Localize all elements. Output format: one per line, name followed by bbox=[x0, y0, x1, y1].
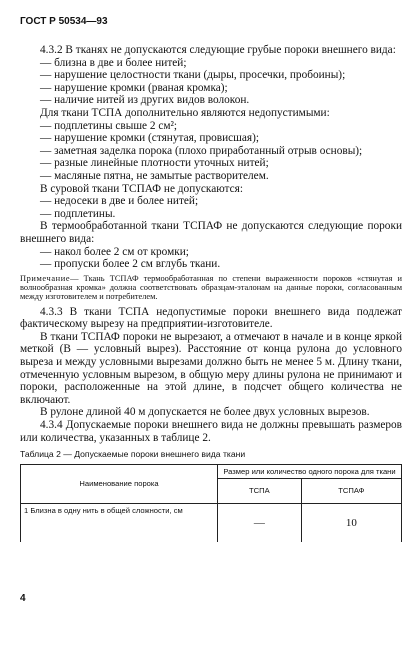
table-cell bbox=[218, 503, 302, 542]
tspaf-value-cell: 10 bbox=[345, 516, 357, 529]
table-body bbox=[21, 503, 402, 542]
text-line: — разные линейные плотности уточных нитей; bbox=[40, 157, 269, 170]
text-line: — наличие нитей из других видов волокон. bbox=[40, 94, 250, 107]
text-line: В ткани ТСПАФ пороки не вырезают, а отмечают в начале и в конце яркой меткой (В — условный вырез). Расстояние от конца рулона до условного выреза и между условными вырезами должно быть не менее 5 м. Длину ткани, отмеченную условным вырезом, в общую меру длины рулона не принимают и пороки, расположенные на этой длине, в подсчет общего количества не включают. bbox=[20, 330, 402, 406]
defects-table bbox=[20, 464, 402, 542]
column-header-tspaf: ТСПАФ bbox=[301, 478, 401, 503]
text-line: 4.3.2 В тканях не допускаются следующие грубые пороки внешнего вида: bbox=[40, 44, 396, 56]
table-cell bbox=[301, 503, 401, 542]
table-cell bbox=[21, 503, 218, 542]
text-line: — нарушение кромки (стянутая, провисшая); bbox=[40, 132, 259, 145]
text-line: — накол более 2 см от кромки; bbox=[40, 245, 189, 258]
note-text: — Ткань ТСПАФ термообработанная по степени выраженности пороков «стянутая и волнообразная кромка» должна соответствовать образцам-эталонам на данные пороки, согласованным между изготовителем и потребителем. bbox=[20, 273, 402, 302]
column-header-group: Размер или количество одного порока для ткани bbox=[218, 464, 402, 478]
table-caption: Таблица 2 — Допускаемые пороки внешнего вида ткани bbox=[20, 449, 246, 460]
text-line: 4.3.4 Допускаемые пороки внешнего вида не должны превышать размеров или количества, указанных в таблице 2. bbox=[20, 418, 402, 444]
text-line: — нарушение целостности ткани (дыры, просечки, пробоины); bbox=[40, 69, 346, 82]
table-row bbox=[21, 503, 402, 542]
text-line: — близна в две и более нитей; bbox=[40, 56, 187, 69]
text-line: В рулоне длиной 40 м допускается не более двух условных вырезов. bbox=[40, 406, 370, 419]
text-line: 4.3.3 В ткани ТСПА недопустимые пороки внешнего вида подлежат фактическому вырезу на предприятии-изготовителе. bbox=[20, 305, 402, 331]
note-label: Примечание bbox=[20, 273, 71, 283]
text-line: — подплетины. bbox=[40, 207, 116, 220]
tspa-value-cell: — bbox=[253, 516, 265, 529]
text-line: В суровой ткани ТСПАФ не допускаются: bbox=[40, 182, 243, 195]
text-line: — подплетины свыше 2 см²; bbox=[40, 119, 178, 132]
text-line: — масляные пятна, не замытые растворителем. bbox=[40, 169, 269, 182]
page-number: 4 bbox=[20, 593, 26, 604]
standard-header: ГОСТ Р 50534—93 bbox=[20, 16, 108, 27]
defect-name-cell: 1 Близна в одну нить в общей сложности, см bbox=[24, 505, 183, 515]
document-body bbox=[20, 44, 402, 542]
text-line: — недосеки в две и более нитей; bbox=[40, 195, 199, 208]
text-line: — заметная заделка порока (плохо приработанный отрыв основы); bbox=[40, 144, 363, 157]
text-line: Для ткани ТСПА дополнительно являются недопустимыми: bbox=[40, 106, 330, 119]
column-header-tspa: ТСПА bbox=[218, 478, 302, 503]
note-paragraph bbox=[20, 274, 402, 302]
text-line: — пропуски более 2 см вглубь ткани. bbox=[40, 258, 221, 271]
text-line: — нарушение кромки (рваная кромка); bbox=[40, 81, 228, 94]
section-4-3-3 bbox=[20, 306, 402, 445]
section-4-3-2 bbox=[20, 44, 402, 271]
text-line: В термообработанной ткани ТСПАФ не допускаются следующие пороки внешнего вида: bbox=[20, 220, 402, 245]
column-header-name: Наименование порока bbox=[21, 464, 218, 503]
